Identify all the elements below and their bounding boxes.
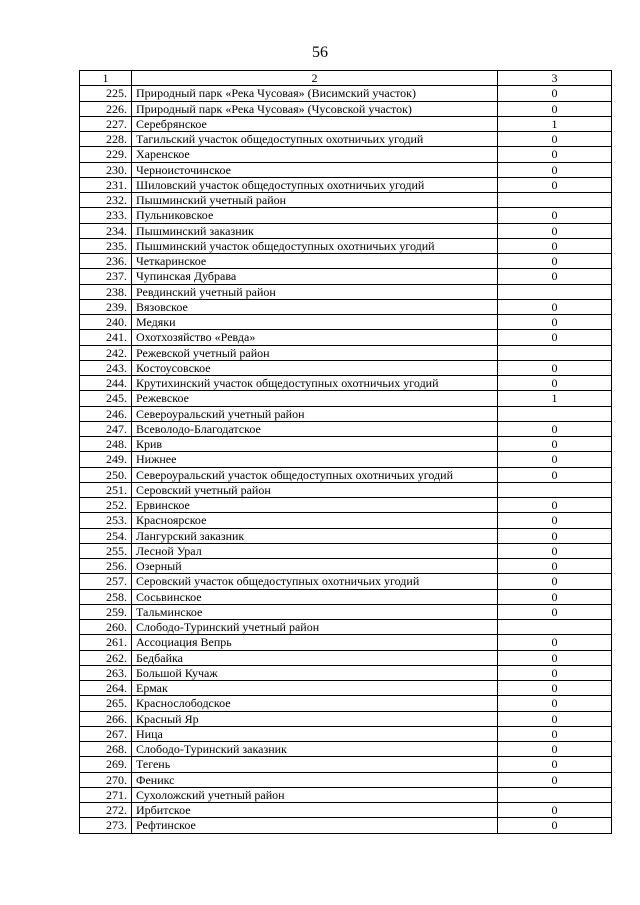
row-name: Крив [132,437,498,452]
row-number: 227. [80,116,132,131]
table-row [80,101,612,116]
row-value: 0 [498,757,612,772]
row-number: 262. [80,650,132,665]
table-row [80,254,612,269]
row-number: 260. [80,620,132,635]
row-number: 232. [80,193,132,208]
table-row [80,650,612,665]
row-value: 0 [498,132,612,147]
row-number: 238. [80,284,132,299]
row-value: 0 [498,635,612,650]
row-value: 0 [498,254,612,269]
table-row [80,803,612,818]
table-row [80,711,612,726]
row-value: 0 [498,376,612,391]
table-row [80,757,612,772]
row-number: 234. [80,223,132,238]
table-row [80,498,612,513]
row-number: 264. [80,681,132,696]
row-name: Чупинская Дубрава [132,269,498,284]
column-header-3: 3 [498,71,612,86]
table-row [80,86,612,101]
row-number: 226. [80,101,132,116]
row-value [498,193,612,208]
table-row [80,223,612,238]
row-value: 0 [498,772,612,787]
row-number: 249. [80,452,132,467]
row-value [498,284,612,299]
row-number: 266. [80,711,132,726]
row-number: 239. [80,299,132,314]
row-name: Вязовское [132,299,498,314]
row-value: 0 [498,269,612,284]
table-row [80,574,612,589]
table-row [80,635,612,650]
row-number: 258. [80,589,132,604]
table-row [80,391,612,406]
row-number: 270. [80,772,132,787]
row-value: 0 [498,818,612,833]
row-value: 0 [498,803,612,818]
row-name: Большой Кучаж [132,665,498,680]
table-row [80,330,612,345]
row-value: 0 [498,223,612,238]
table-row [80,452,612,467]
row-name: Рефтинское [132,818,498,833]
row-number: 233. [80,208,132,223]
table-row [80,818,612,833]
table-row [80,620,612,635]
row-number: 256. [80,559,132,574]
table-row [80,604,612,619]
row-number: 237. [80,269,132,284]
table-row [80,345,612,360]
row-name: Режевской учетный район [132,345,498,360]
row-name: Охотхозяйство «Ревда» [132,330,498,345]
table-row [80,193,612,208]
table-row [80,696,612,711]
row-name: Слободо-Туринский заказник [132,742,498,757]
row-number: 268. [80,742,132,757]
row-value: 0 [498,437,612,452]
row-value: 0 [498,726,612,741]
row-number: 248. [80,437,132,452]
row-name: Ермак [132,681,498,696]
row-name: Пышминский участок общедоступных охотничьих угодий [132,238,498,253]
row-number: 244. [80,376,132,391]
row-name: Природный парк «Река Чусовая» (Висимский участок) [132,86,498,101]
row-name: Костоусовское [132,360,498,375]
row-value: 0 [498,650,612,665]
column-header-2: 2 [132,71,498,86]
row-name: Серовский учетный район [132,482,498,497]
row-value: 0 [498,711,612,726]
row-number: 253. [80,513,132,528]
row-value: 0 [498,559,612,574]
row-name: Сосьвинское [132,589,498,604]
row-value: 0 [498,147,612,162]
table-row [80,513,612,528]
row-number: 265. [80,696,132,711]
row-value: 0 [498,543,612,558]
row-number: 229. [80,147,132,162]
row-number: 251. [80,482,132,497]
row-value: 0 [498,299,612,314]
row-value: 0 [498,665,612,680]
row-number: 228. [80,132,132,147]
row-name: Ервинское [132,498,498,513]
table-body [80,86,612,833]
table-row [80,528,612,543]
row-number: 246. [80,406,132,421]
row-value: 0 [498,528,612,543]
row-number: 254. [80,528,132,543]
row-number: 259. [80,604,132,619]
row-name: Серебрянское [132,116,498,131]
row-name: Серовский участок общедоступных охотничьих угодий [132,574,498,589]
table-row [80,772,612,787]
row-number: 271. [80,787,132,802]
table-row [80,681,612,696]
row-value [498,345,612,360]
row-number: 250. [80,467,132,482]
row-number: 261. [80,635,132,650]
row-number: 236. [80,254,132,269]
row-value: 0 [498,208,612,223]
row-value [498,787,612,802]
row-name: Феникс [132,772,498,787]
row-number: 272. [80,803,132,818]
row-number: 241. [80,330,132,345]
table-row [80,360,612,375]
page-number: 56 [312,44,328,61]
table-row [80,421,612,436]
row-name: Пышминский заказник [132,223,498,238]
row-number: 242. [80,345,132,360]
row-name: Тегень [132,757,498,772]
table-row [80,665,612,680]
row-name: Слободо-Туринский учетный район [132,620,498,635]
row-value: 0 [498,86,612,101]
row-number: 267. [80,726,132,741]
row-name: Североуральский учетный район [132,406,498,421]
row-name: Тальминское [132,604,498,619]
row-name: Ирбитское [132,803,498,818]
row-number: 230. [80,162,132,177]
row-value: 1 [498,391,612,406]
row-number: 269. [80,757,132,772]
row-name: Пульниковское [132,208,498,223]
row-value [498,406,612,421]
row-value: 0 [498,421,612,436]
row-number: 257. [80,574,132,589]
row-value: 0 [498,238,612,253]
table-row [80,726,612,741]
row-number: 245. [80,391,132,406]
row-name: Пышминский учетный район [132,193,498,208]
row-name: Крутихинский участок общедоступных охотничьих угодий [132,376,498,391]
row-value: 0 [498,498,612,513]
row-value: 0 [498,330,612,345]
row-name: Краснослободское [132,696,498,711]
row-name: Бедбайка [132,650,498,665]
row-name: Природный парк «Река Чусовая» (Чусовской участок) [132,101,498,116]
row-value: 0 [498,696,612,711]
row-value [498,482,612,497]
row-value: 0 [498,574,612,589]
table-row [80,787,612,802]
table-row [80,162,612,177]
row-number: 273. [80,818,132,833]
table-row [80,376,612,391]
row-value: 0 [498,681,612,696]
row-name: Медяки [132,315,498,330]
row-value: 0 [498,589,612,604]
table-row [80,315,612,330]
table-row [80,406,612,421]
row-value: 0 [498,315,612,330]
row-value: 0 [498,742,612,757]
row-number: 263. [80,665,132,680]
data-table [79,70,612,834]
row-value: 0 [498,360,612,375]
row-name: Четкаринское [132,254,498,269]
row-name: Нижнее [132,452,498,467]
row-number: 231. [80,177,132,192]
row-number: 247. [80,421,132,436]
row-number: 255. [80,543,132,558]
table-row [80,269,612,284]
row-name: Черноисточинское [132,162,498,177]
table-row [80,482,612,497]
row-name: Режевское [132,391,498,406]
row-number: 235. [80,238,132,253]
row-value: 0 [498,101,612,116]
row-value: 0 [498,177,612,192]
table-row [80,543,612,558]
table-row [80,559,612,574]
table-row [80,284,612,299]
row-name: Озерный [132,559,498,574]
table-row [80,299,612,314]
table-row [80,132,612,147]
row-value: 0 [498,452,612,467]
table-row [80,742,612,757]
row-value: 1 [498,116,612,131]
row-name: Ревдинский учетный район [132,284,498,299]
header-row [80,71,612,86]
row-name: Красный Яр [132,711,498,726]
row-value: 0 [498,604,612,619]
row-name: Харенское [132,147,498,162]
row-name: Шиловский участок общедоступных охотничьих угодий [132,177,498,192]
row-name: Ассоциация Вепрь [132,635,498,650]
row-name: Ница [132,726,498,741]
row-name: Красноярское [132,513,498,528]
table-row [80,238,612,253]
table-row [80,437,612,452]
row-value [498,620,612,635]
table-row [80,208,612,223]
row-value: 0 [498,162,612,177]
row-name: Лангурский заказник [132,528,498,543]
row-name: Североуральский участок общедоступных охотничьих угодий [132,467,498,482]
row-number: 225. [80,86,132,101]
row-name: Тагильский участок общедоступных охотничьих угодий [132,132,498,147]
row-number: 240. [80,315,132,330]
row-number: 252. [80,498,132,513]
row-value: 0 [498,467,612,482]
table-row [80,177,612,192]
row-name: Сухоложский учетный район [132,787,498,802]
row-name: Лесной Урал [132,543,498,558]
table-row [80,467,612,482]
row-value: 0 [498,513,612,528]
row-number: 243. [80,360,132,375]
table-row [80,147,612,162]
column-header-1: 1 [80,71,132,86]
table-row [80,589,612,604]
row-name: Всеволодо-Благодатское [132,421,498,436]
table-row [80,116,612,131]
